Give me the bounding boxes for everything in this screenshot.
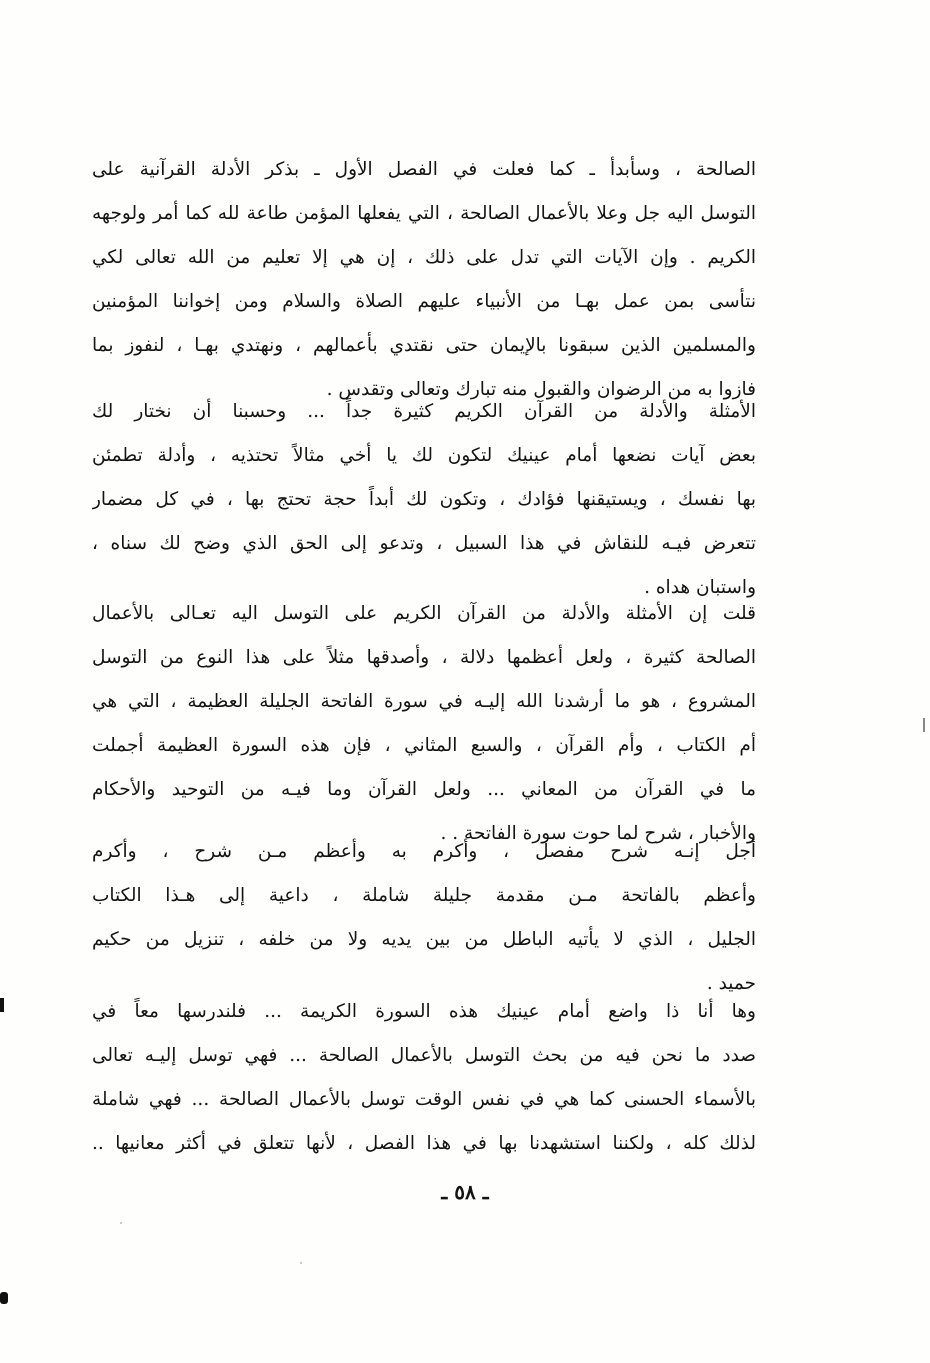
text-line: صدد ما نحن فيه من بحث التوسل بالأعمال الصالحة ... فهي توسل إليـه تعالى: [92, 1045, 756, 1066]
scan-artifact: [923, 718, 925, 732]
text-line: بالأسماء الحسنى كما هي في نفس الوقت توسل بالأعمال الصالحة ... فهي شاملة: [92, 1089, 756, 1110]
text-line: والأخبار ، شرح لما حوت سورة الفاتحة . .: [440, 823, 756, 844]
text-line: بها نفسك ، ويستيقنها فؤادك ، وتكون لك أبداً حجة تحتج بها ، في كل مضمار: [92, 489, 756, 510]
text-line: واستبان هداه .: [644, 577, 756, 598]
scan-dust: [300, 1262, 302, 1264]
paragraph-3: [92, 592, 756, 856]
text-line: المشروع ، هو ما أرشدنا الله إليـه في سورة الفاتحة الجليلة العظيمة ، التي هي: [92, 691, 756, 712]
text-line: فازوا به من الرضوان والقبول منه تبارك وتعالى وتقدس .: [326, 379, 756, 400]
text-line: تتعرض فيـه للنقاش في هذا السبيل ، وتدعو إلى الحق الذي وضح لك سناه ،: [92, 533, 756, 554]
text-line: قلت إن الأمثلة والأدلة من القرآن الكريم على التوسل اليه تعـالى بالأعمال: [92, 603, 756, 624]
text-line: بعض آيات نضعها أمام عينيك لتكون لك يا أخي مثالاً تحتذيه ، وأدلة تطمئن: [92, 445, 756, 466]
scan-artifact: [0, 998, 4, 1012]
text-line: حميد .: [706, 973, 756, 994]
paragraph-4: [92, 830, 756, 1006]
text-line: التوسل اليه جل وعلا بالأعمال الصالحة ، التي يفعلها المؤمن طاعة لله كما أمر ولوجهه: [92, 203, 756, 224]
text-line: الأمثلة والأدلة من القرآن الكريم كثيرة جداً ... وحسبنا أن نختار لك: [92, 401, 756, 422]
text-line: ما في القرآن من المعاني ... ولعل القرآن وما فيـه من التوحيد والأحكام: [92, 779, 756, 800]
text-line: والمسلمين الذين سبقونا بالإيمان حتى نقتدي بأعمالهم ، ونهتدي بهـا ، لنفوز بما: [92, 335, 756, 356]
paragraph-5: [92, 990, 756, 1166]
text-line: الصالحة كثيرة ، ولعل أعظمها دلالة ، وأصدقها مثلاً على هذا النوع من التوسل: [92, 647, 756, 668]
page-number: ـ ٥٨ ـ: [441, 1180, 489, 1204]
text-line: أم الكتاب ، وأم القرآن ، والسبع المثاني ، فإن هذه السورة العظيمة أجملت: [92, 735, 756, 756]
scan-artifact: [0, 1292, 8, 1304]
paragraph-2: [92, 390, 756, 610]
text-line: وأعظم بالفاتحة مـن مقدمة جليلة شاملة ، داعية إلى هـذا الكتاب: [92, 885, 756, 906]
text-line: وها أنا ذا واضع أمام عينيك هذه السورة الكريمة ... فلندرسها معاً في: [92, 1001, 756, 1022]
scan-dust: [120, 1222, 122, 1224]
text-line: نتأسى بمن عمل بهـا من الأنبياء عليهم الصلاة والسلام ومن إخواننا المؤمنين: [92, 291, 756, 312]
text-line: الكريم . وإن الآيات التي تدل على ذلك ، إن هي إلا تعليم من الله تعالى لكي: [92, 247, 756, 268]
text-line: الجليل ، الذي لا يأتيه الباطل من بين يديه ولا من خلفه ، تنزيل من حكيم: [92, 929, 756, 950]
text-line: أجل إنـه شرح مفصل ، وأكرم به وأعظم مـن شرح ، وأكرم: [92, 841, 756, 862]
text-line: الصالحة ، وسأبدأ ـ كما فعلت في الفصل الأول ـ بذكر الأدلة القرآنية على: [92, 159, 756, 180]
paragraph-1: [92, 148, 756, 412]
text-line: لذلك كله ، ولكننا استشهدنا بها في هذا الفصل ، لأنها تتعلق في أكثر معانيها ..: [92, 1133, 756, 1154]
